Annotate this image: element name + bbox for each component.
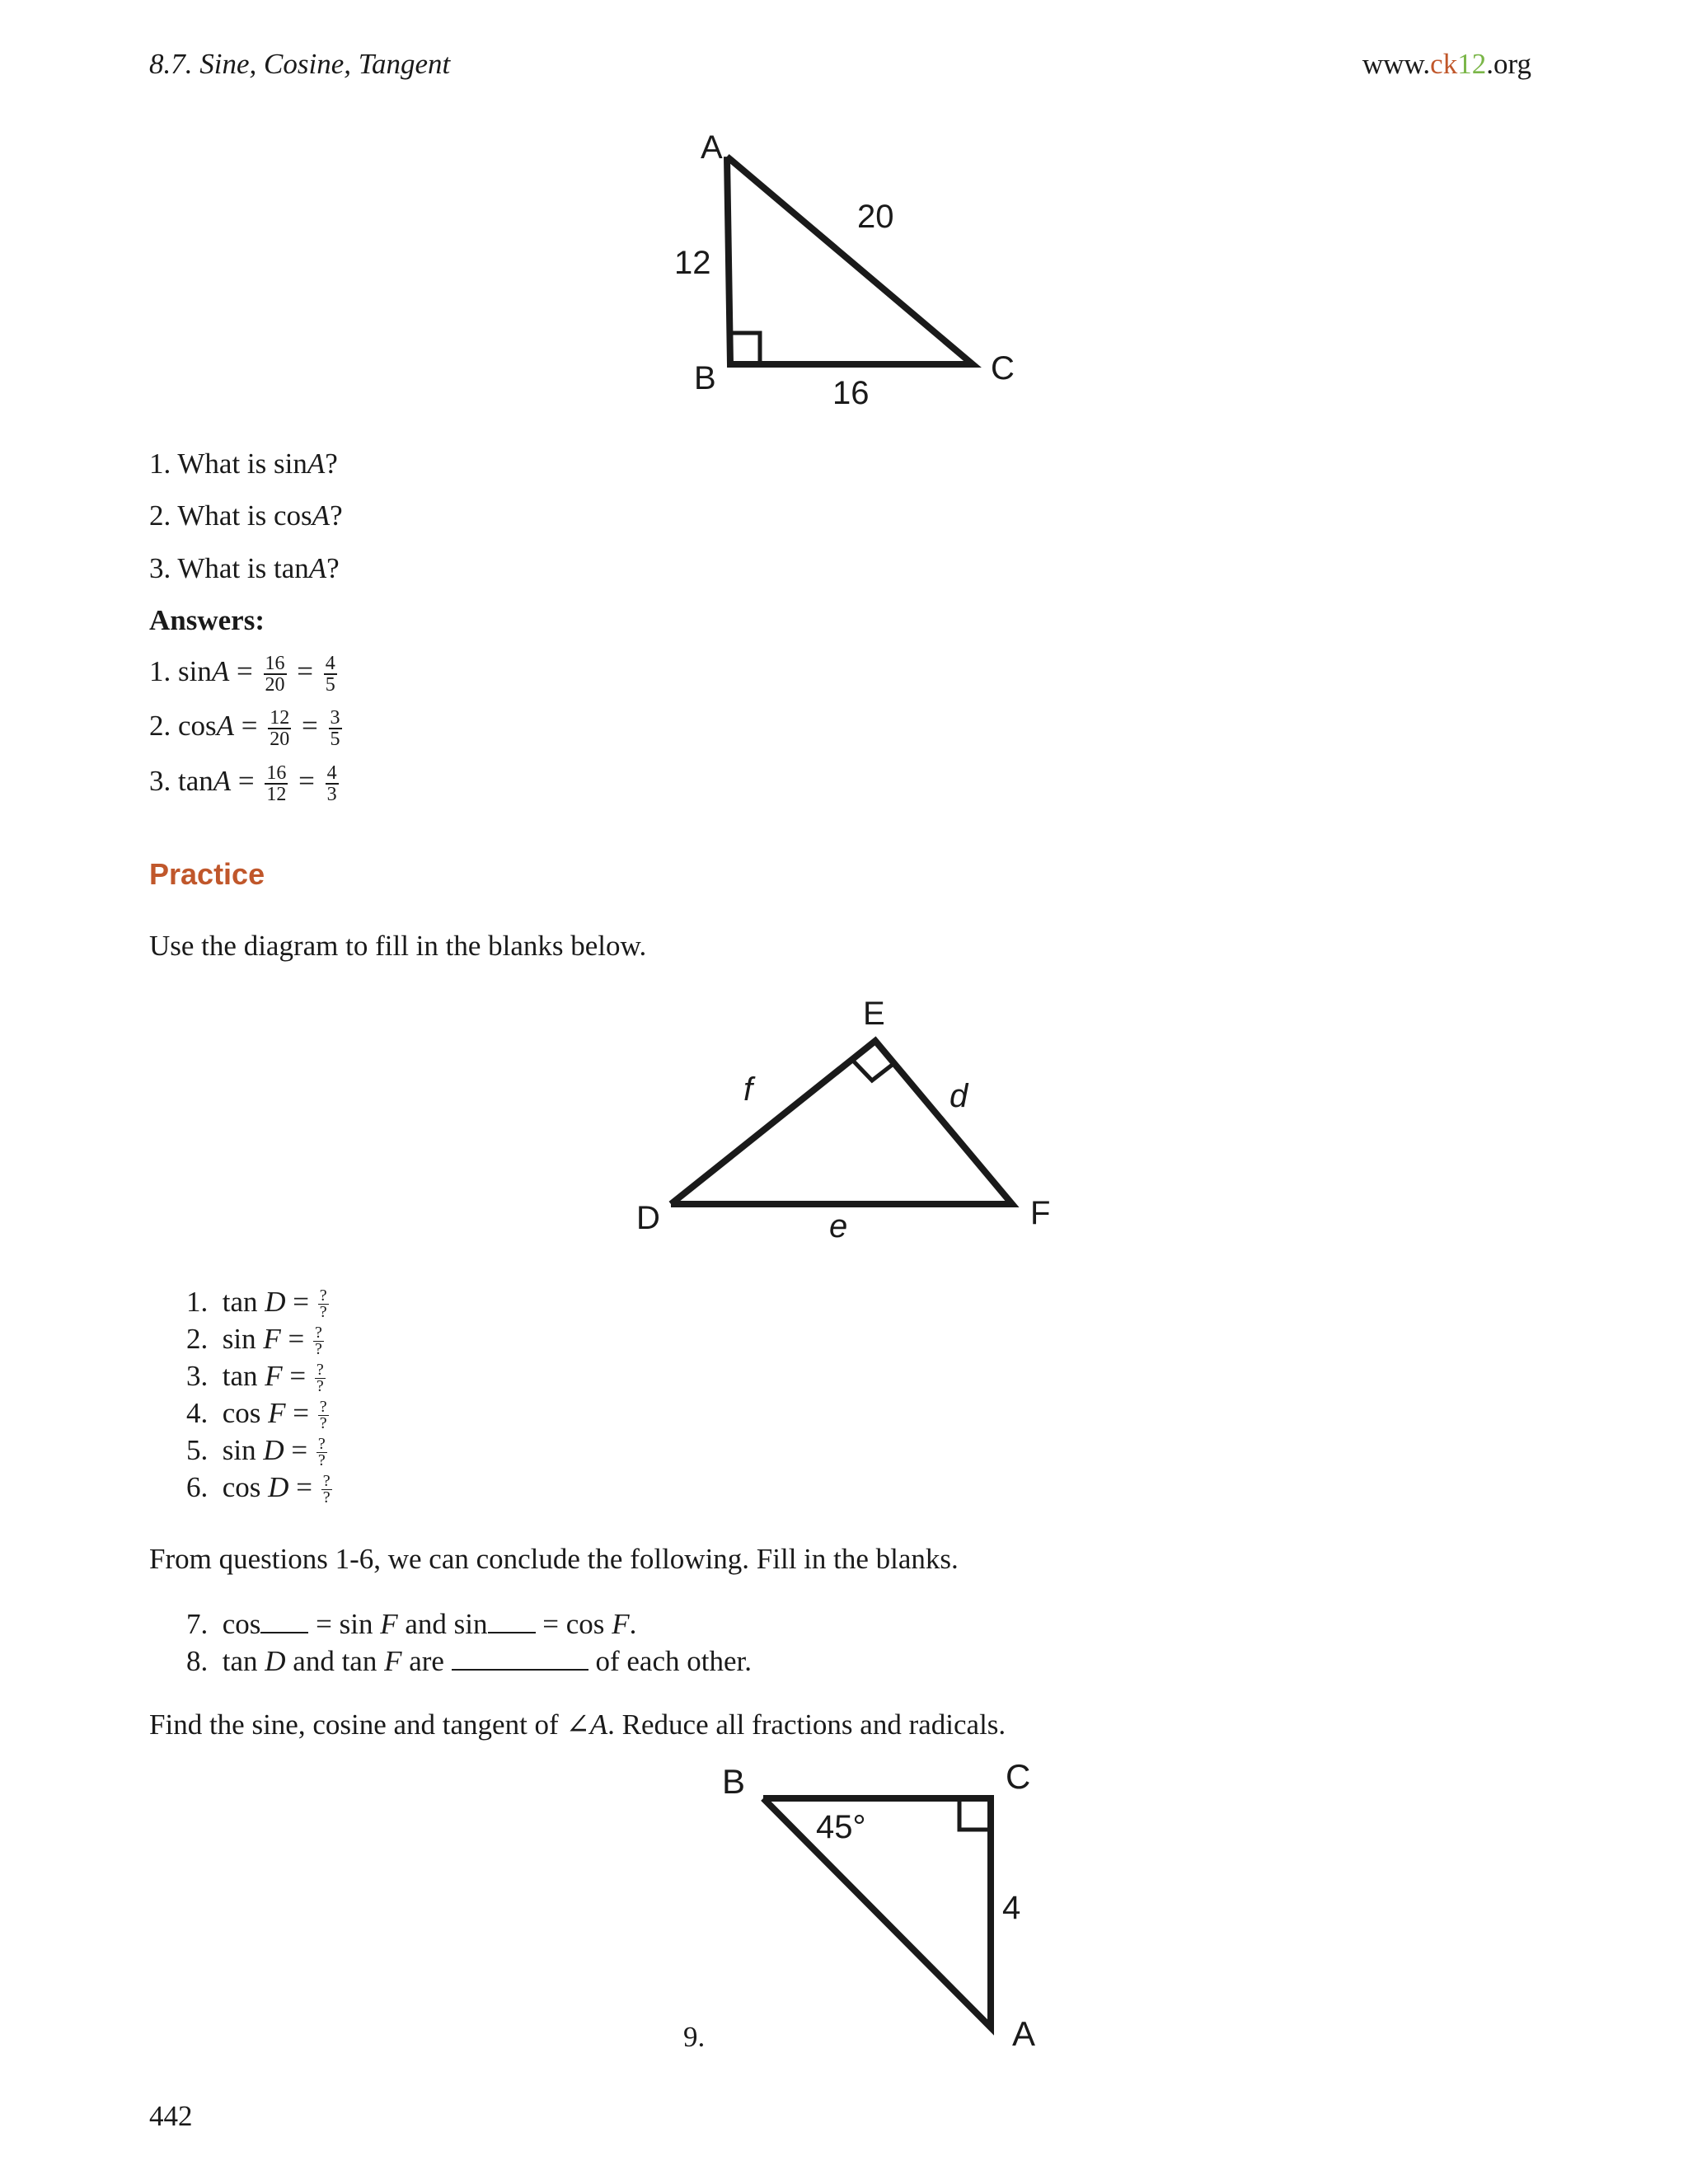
fraction-denominator: 12 [266,784,287,805]
blank-fn: sin [222,1434,256,1466]
question-var: A [312,499,331,532]
fraction-numerator: ? [315,1324,322,1343]
fraction [321,1474,332,1506]
fraction-numerator: 16 [266,762,287,784]
fraction-denominator: 20 [270,729,290,750]
blank-number: 1. [186,1286,209,1318]
answer-var: A [216,710,235,743]
q7-text: . [629,1608,637,1640]
q8-text: and tan [285,1645,377,1677]
right-angle-marker-e [852,1060,894,1080]
equals-sign: = [241,710,258,743]
fraction [265,763,288,804]
answer-fn: tan [178,765,213,798]
q7-var: F [612,1608,630,1640]
side-label-e: e [829,1208,848,1244]
running-header-site[interactable] [1362,48,1531,81]
triangle-def-outline [671,1041,1012,1204]
equals-sign: = [288,1323,305,1355]
blank-fn: sin [222,1323,256,1355]
blank-fn: tan [222,1360,258,1392]
fraction [329,708,342,749]
blank-var: D [263,1434,284,1466]
vertex-label-d: D [636,1200,660,1236]
side-label-bc: 16 [832,375,870,411]
find-intro [149,1708,1006,1741]
question-var: A [307,448,326,480]
blank-fn: cos [222,1471,261,1503]
find-intro-var: A [589,1708,608,1741]
triangle-bca-outline [763,1798,991,2027]
blank-number: 4. [186,1397,209,1429]
equals-sign: = [289,1360,307,1392]
triangle-abc-outline [727,157,973,364]
answer-number: 3. [149,765,171,798]
question-item [149,552,340,585]
site-www: www. [1362,48,1431,80]
fraction-denominator: 5 [325,674,335,696]
blank-item [186,1434,329,1469]
fraction-numerator: ? [322,1472,331,1491]
answer-item [149,654,340,695]
blank-var: D [268,1471,289,1503]
blank-number: 2. [186,1323,209,1355]
triangle-abc-figure [643,115,1055,429]
practice-heading: Practice [149,857,265,891]
fraction-numerator: ? [317,1435,326,1454]
site-ck: ck [1430,48,1458,80]
answer-fn: sin [178,655,212,688]
practice-intro: Use the diagram to fill in the blanks below. [149,930,647,962]
fraction-denominator: ? [322,1488,331,1507]
vertex-label-a: A [701,129,723,166]
q8-text: of each other. [588,1645,752,1677]
answers-heading: Answers: [149,604,265,636]
site-org: .org [1486,48,1531,80]
answer-number: 1. [149,655,171,688]
fraction-denominator: ? [317,1451,326,1470]
angle-label-b: 45° [816,1809,866,1845]
question-end: ? [326,552,340,584]
fraction [313,1325,324,1357]
page-number: 442 [149,2100,193,2132]
blank-var: D [265,1286,286,1318]
question-var: A [308,552,327,584]
q8-text: tan [222,1645,258,1677]
equals-sign: = [302,710,318,743]
fraction-denominator: ? [319,1303,327,1322]
fraction [264,654,287,695]
blank-number: 6. [186,1471,209,1503]
blank-var: F [265,1360,283,1392]
fraction-denominator: 20 [265,674,285,696]
vertex-label-c: C [991,350,1015,387]
question-item [149,448,338,480]
fill-blank[interactable] [488,1607,536,1633]
blank-fn: tan [222,1286,258,1318]
equals-sign: = [237,655,253,688]
fraction-denominator: ? [316,1377,324,1396]
question-end: ? [325,448,338,480]
fraction [326,763,339,804]
blank-number: 5. [186,1434,209,1466]
question-number: 8. [186,1645,209,1677]
fraction [316,1436,327,1469]
blank-item [186,1360,327,1394]
fraction-numerator: ? [316,1361,324,1380]
question-number: 3. [149,552,171,584]
vertex-label-a: A [1012,2014,1036,2053]
equals-sign: = [296,1471,312,1503]
q8-var: D [265,1645,286,1677]
triangle-bca-figure [701,1755,1063,2069]
side-label-ab: 12 [674,245,711,281]
blank-item [186,1323,326,1357]
fraction [318,1399,329,1432]
fraction [324,654,337,695]
right-angle-marker-c [959,1798,991,1830]
fraction-denominator: ? [315,1340,322,1359]
fraction-denominator: 3 [326,784,337,805]
question-9-number: 9. [683,2021,706,2053]
side-label-d: d [950,1078,968,1114]
side-label-ac: 20 [857,199,894,235]
blank-var: F [268,1397,286,1429]
vertex-label-e: E [863,996,885,1032]
fraction-numerator: 4 [325,653,335,674]
question-8 [186,1644,752,1678]
q8-text: are [401,1645,452,1677]
question-number: 7. [186,1608,209,1640]
answer-item [149,763,342,804]
answer-var: A [211,655,230,688]
question-number: 1. [149,448,171,480]
right-angle-marker-b [730,333,760,364]
answer-number: 2. [149,710,171,743]
q7-text: cos [222,1608,261,1640]
question-item [149,499,343,532]
question-text: What is cos [177,499,312,532]
blank-var: F [263,1323,281,1355]
equals-sign: = [291,1434,308,1466]
vertex-label-f: F [1030,1195,1051,1231]
equals-sign: = [298,765,315,798]
question-text: What is tan [177,552,309,584]
fraction [268,708,291,749]
running-header-section: 8.7. Sine, Cosine, Tangent [149,48,451,80]
find-intro-text: Find the sine, cosine and tangent of ∠ [149,1708,590,1741]
fraction-numerator: 12 [270,707,290,729]
blank-item [186,1397,331,1432]
fraction-numerator: ? [319,1398,327,1417]
fraction [315,1362,326,1394]
site-12: 12 [1457,48,1487,80]
vertex-label-b: B [722,1762,746,1801]
triangle-def-figure [626,985,1071,1249]
fraction-numerator: 3 [330,707,340,729]
q7-text: = sin [308,1608,373,1640]
vertex-label-b: B [694,360,716,396]
find-intro-rest: . Reduce all fractions and radicals. [607,1708,1006,1741]
equals-sign: = [293,1397,310,1429]
question-number: 2. [149,499,171,532]
q7-text: = cos [535,1608,605,1640]
fraction [318,1288,329,1320]
question-end: ? [330,499,343,532]
answer-var: A [213,765,232,798]
blank-item [186,1286,331,1320]
blank-fn: cos [222,1397,261,1429]
question-text: What is sin [177,448,307,480]
conclude-intro: From questions 1-6, we can conclude the following. Fill in the blanks. [149,1543,959,1575]
side-label-ca: 4 [1002,1890,1021,1926]
vertex-label-c: C [1006,1757,1031,1796]
q8-var: F [384,1645,402,1677]
blank-item [186,1471,334,1506]
question-7 [186,1607,636,1641]
fraction-denominator: ? [319,1414,327,1433]
answer-fn: cos [178,710,217,743]
q7-text: and sin [397,1608,488,1640]
answer-item [149,708,345,749]
fill-blank[interactable] [452,1644,588,1671]
q7-var: F [380,1608,398,1640]
blank-number: 3. [186,1360,209,1392]
equals-sign: = [237,765,255,798]
fraction-numerator: ? [319,1286,327,1305]
side-label-f: f [743,1071,753,1108]
equals-sign: = [297,655,313,688]
fraction-numerator: 16 [265,653,285,674]
equals-sign: = [293,1286,310,1318]
fraction-numerator: 4 [326,762,337,784]
fill-blank[interactable] [260,1607,308,1633]
fraction-denominator: 5 [330,729,340,750]
